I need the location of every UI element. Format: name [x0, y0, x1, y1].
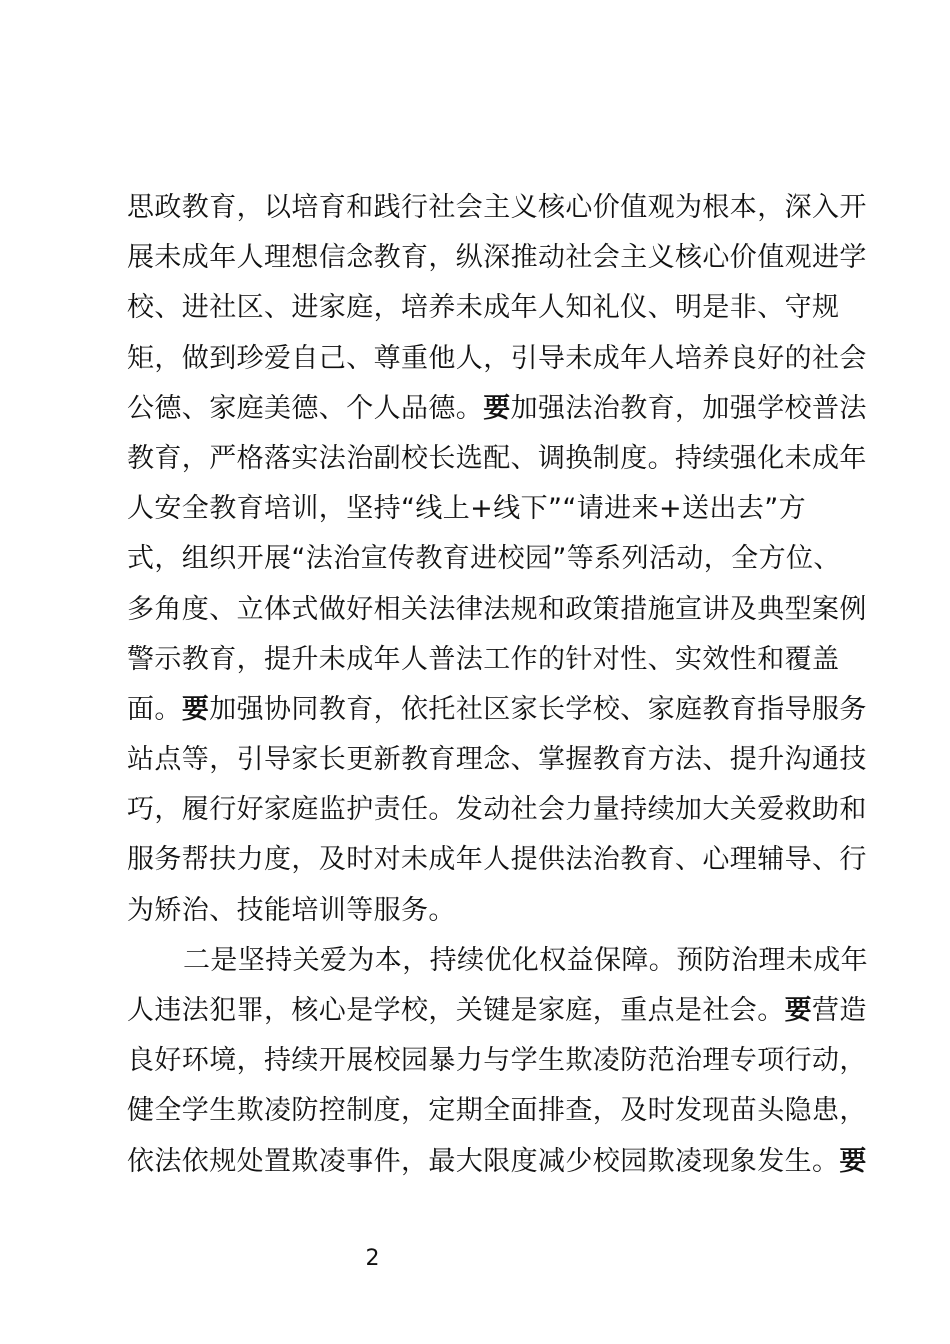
text-segment: 依法依规处置欺凌事件，最大限度减少校园欺凌现象发生。: [127, 1145, 840, 1177]
text-segment: 矩，做到珍爱自己、尊重他人，引导未成年人培养良好的社会: [127, 342, 867, 374]
text-line: [127, 886, 837, 936]
text-segment: 良好环境，持续开展校园暴力与学生欺凌防范治理专项行动，: [127, 1045, 867, 1077]
bold-keyword: 要: [181, 693, 210, 725]
text-line: [127, 384, 867, 434]
text-line: [127, 735, 867, 785]
text-line: [127, 534, 841, 584]
text-line: [127, 434, 867, 484]
text-segment: 二是坚持关爱为本，持续优化权益保障。预防治理未成年: [183, 944, 868, 976]
text-segment: 教育，严格落实法治副校长选配、调换制度。持续强化未成年: [127, 442, 867, 474]
text-segment: 健全学生欺凌防控制度，定期全面排查，及时发现苗头隐患，: [127, 1095, 867, 1127]
text-segment: 多角度、立体式做好相关法律法规和政策措施宣讲及典型案例: [127, 593, 867, 625]
text-segment: 巧，履行好家庭监护责任。发动社会力量持续加大关爱救助和: [127, 794, 867, 826]
document-body: [127, 183, 868, 1187]
text-segment: 服务帮扶力度，及时对未成年人提供法治教育、心理辅导、行: [127, 844, 867, 876]
text-line: [127, 635, 840, 685]
text-segment: 式，组织开展“法治宣传教育进校园”等系列活动，全方位、: [127, 543, 841, 575]
text-line: [127, 283, 840, 333]
text-segment: 站点等，引导家长更新教育理念、掌握教育方法、提升沟通技: [127, 744, 867, 776]
text-line: [127, 334, 867, 384]
text-segment: 加强协同教育，依托社区家长学校、家庭教育指导服务: [209, 693, 867, 725]
bold-keyword: 要: [839, 1145, 867, 1177]
text-segment: 面。: [127, 693, 182, 725]
text-line: [127, 1137, 867, 1187]
page-number: 2: [365, 1246, 380, 1271]
text-line: [127, 183, 867, 233]
bold-keyword: 要: [483, 392, 511, 424]
text-segment: 加强法治教育，加强学校普法: [510, 392, 867, 424]
text-line: [127, 1036, 867, 1086]
text-line: [127, 835, 867, 885]
paragraph-start-line: [127, 936, 868, 986]
text-segment: 人安全教育培训，坚持“线上+线下”“请进来+送出去”方: [127, 493, 806, 525]
text-segment: 为矫治、技能培训等服务。: [127, 894, 456, 926]
text-segment: 展未成年人理想信念教育，纵深推动社会主义核心价值观进学: [127, 242, 867, 274]
text-line: [127, 986, 867, 1036]
text-line: [127, 785, 867, 835]
text-line: [127, 1086, 867, 1136]
text-line: [127, 484, 837, 534]
bold-keyword: 要: [784, 995, 813, 1026]
text-line: [127, 233, 867, 283]
text-segment: 警示教育，提升未成年人普法工作的针对性、实效性和覆盖: [127, 643, 840, 675]
text-segment: 人违法犯罪，核心是学校，关键是家庭，重点是社会。: [127, 995, 785, 1026]
text-line: [127, 685, 867, 735]
text-segment: 公德、家庭美德、个人品德。: [127, 392, 484, 424]
text-segment: 校、进社区、进家庭，培养未成年人知礼仪、明是非、守规: [127, 292, 840, 324]
text-line: [127, 585, 867, 635]
text-segment: 思政教育，以培育和践行社会主义核心价值观为根本，深入开: [127, 192, 867, 223]
text-segment: 营造: [812, 995, 867, 1026]
